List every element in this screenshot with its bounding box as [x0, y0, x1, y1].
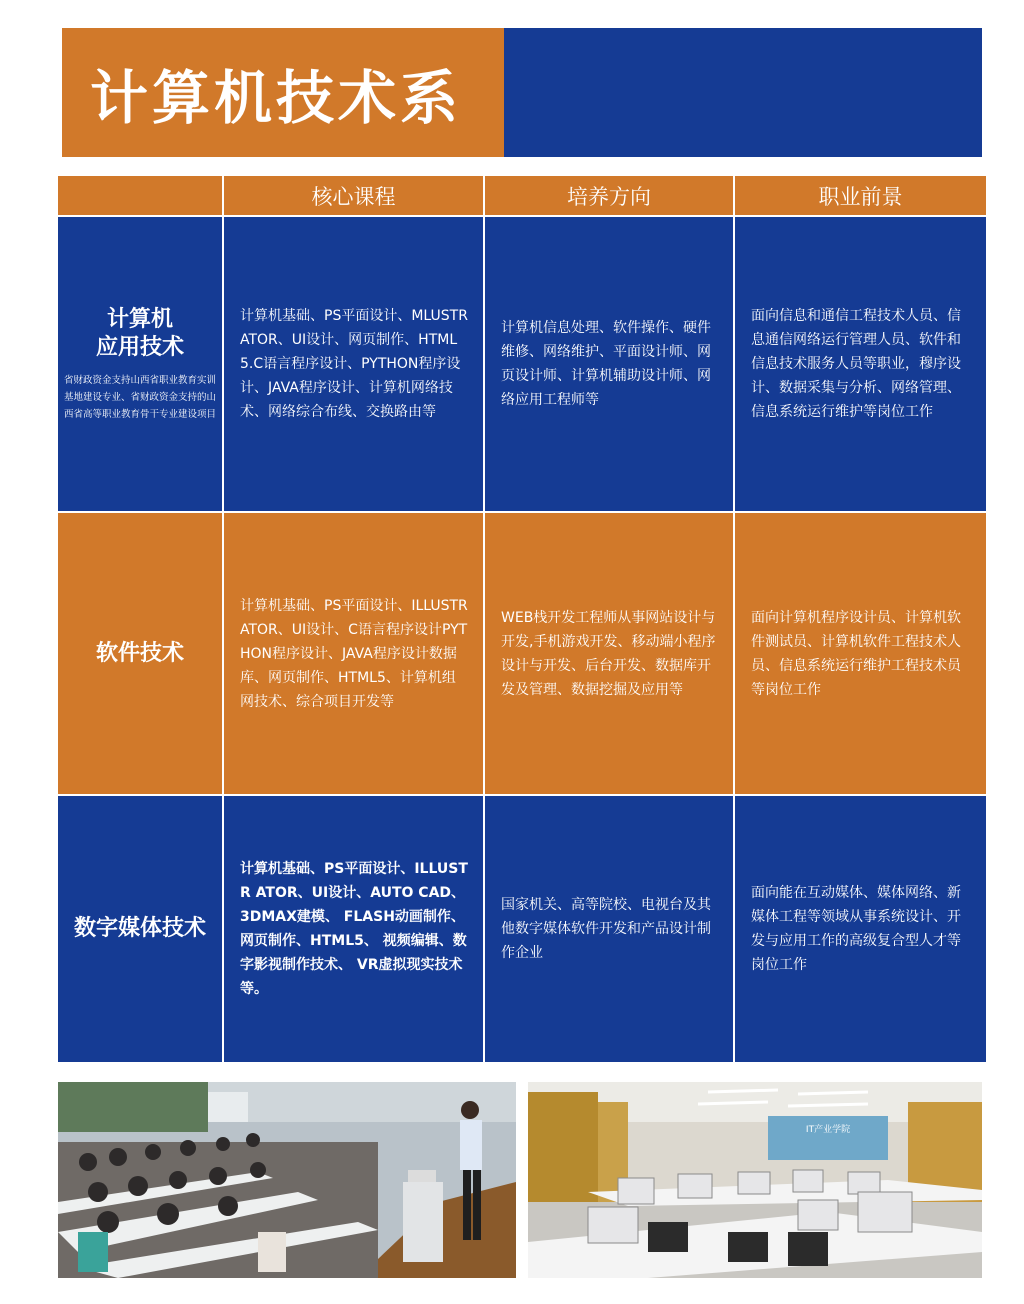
courses-text: 计算机基础、PS平面设计、MLUSTRATOR、UI设计、网页制作、HTML 5.C语言程序设计、PYTHON程序设计、JAVA程序设计、计算机网络技术、网络综合布线、交换路由等 — [240, 308, 468, 420]
prospects-cell — [735, 513, 986, 794]
major-name: 数字媒体技术 — [73, 916, 206, 941]
direction-cell — [485, 796, 733, 1062]
major-note: 省财政资金支持山西省职业教育实训基地建设专业、省财政资金支持的山西省高等职业教育骨干专业建设项目 — [64, 374, 217, 420]
courses-cell — [224, 796, 483, 1062]
classroom-lecture-photo — [58, 1082, 516, 1278]
major-name: 计算机 应用技术 — [95, 306, 184, 360]
row-head-software — [58, 513, 222, 794]
header-career-prospects: 职业前景 — [735, 176, 986, 215]
program-table — [58, 176, 982, 1056]
courses-text: 计算机基础、PS平面设计、ILLUSTR ATOR、UI设计、C语言程序设计PYTHON程序设计、JAVA程序设计数据库、网页制作、HTML5、计算机组网技术、综合项目开发等 — [240, 597, 468, 710]
computer-lab-photo — [528, 1082, 982, 1278]
direction-text: WEB栈开发工程师从事网站设计与开发,手机游戏开发、移动端小程序设计与开发、后台开发、数据库开发及管理、数据挖掘及应用等 — [501, 609, 716, 698]
header-core-courses: 核心课程 — [224, 176, 483, 215]
courses-cell — [224, 513, 483, 794]
header-training-direction: 培养方向 — [485, 176, 733, 215]
computer-lab-illustration — [528, 1082, 982, 1278]
direction-text: 国家机关、高等院校、电视台及其他数字媒体软件开发和产品设计制作企业 — [501, 897, 711, 961]
courses-cell — [224, 217, 483, 511]
prospects-text: 面向能在互动媒体、媒体网络、新媒体工程等领域从事系统设计、开发与应用工作的高级复合型人才等岗位工作 — [751, 885, 961, 973]
prospects-text: 面向计算机程序设计员、计算机软件测试员、计算机软件工程技术人员、信息系统运行维护工程技术员等岗位工作 — [751, 609, 961, 698]
courses-text: 计算机基础、PS平面设计、ILLUSTR ATOR、UI设计、AUTO CAD、3DMAX建模、 FLASH动画制作、网页制作、HTML5、 视频编辑、数字影视制作技术、 VR虚拟现实技术等。 — [240, 861, 468, 997]
title-banner — [62, 28, 982, 157]
table-corner-cell — [58, 176, 222, 215]
title-banner-blue — [504, 28, 982, 157]
classroom-lecture-illustration — [58, 1082, 516, 1278]
row-head-digital-media — [58, 796, 222, 1062]
direction-text: 计算机信息处理、软件操作、硬件维修、网络维护、平面设计师、网页设计师、计算机辅助设计师、网络应用工程师等 — [501, 320, 711, 408]
lab-sign-text: IT产业学院 — [805, 1125, 851, 1135]
direction-cell — [485, 513, 733, 794]
prospects-text: 面向信息和通信工程技术人员、信息通信网络运行管理人员、软件和信息技术服务人员等职业，穆序设计、数据采集与分析、网络管理、信息系统运行维护等岗位工作 — [751, 308, 961, 420]
title-banner-orange — [62, 28, 504, 157]
page-title: 计算机技术系 — [90, 63, 463, 132]
major-name: 软件技术 — [95, 640, 184, 666]
prospects-cell — [735, 217, 986, 511]
row-head-computer-application — [58, 217, 222, 511]
prospects-cell — [735, 796, 986, 1062]
direction-cell — [485, 217, 733, 511]
